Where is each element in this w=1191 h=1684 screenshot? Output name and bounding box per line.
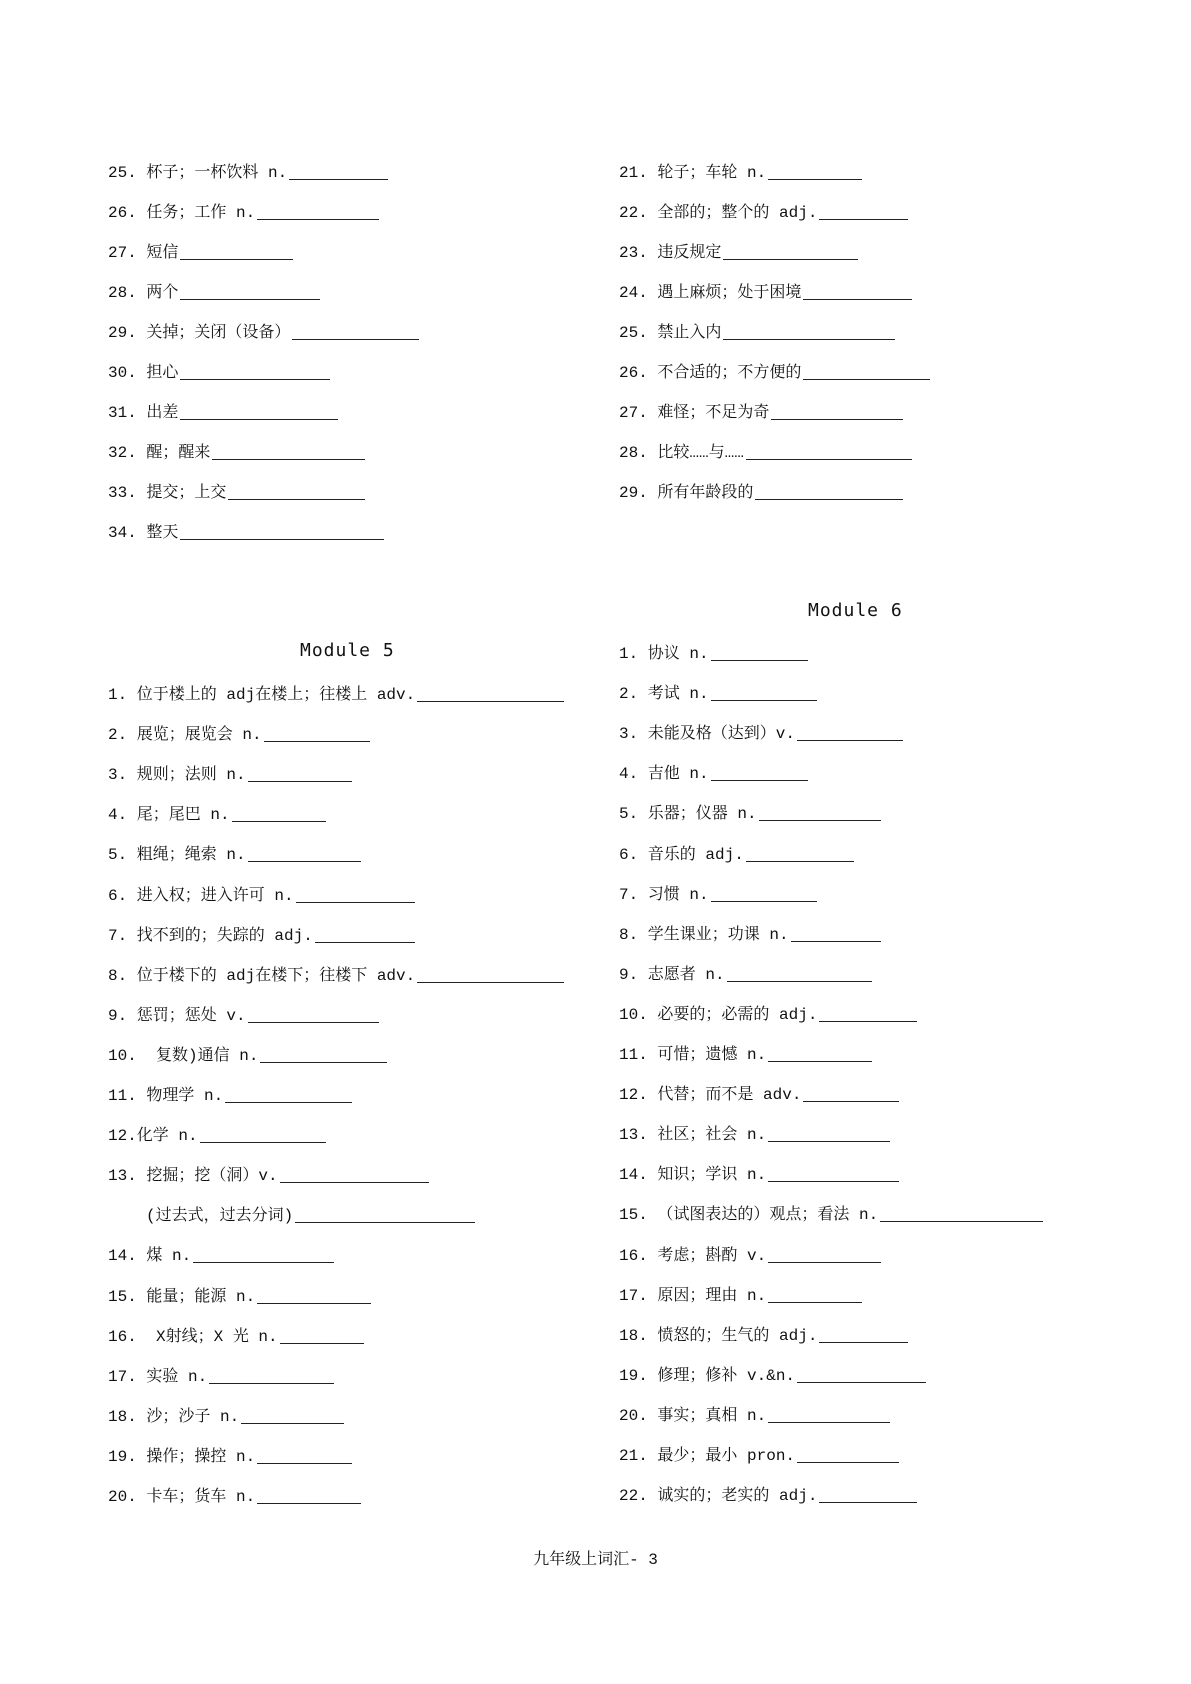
answer-blank-line	[803, 1085, 899, 1102]
answer-blank-line	[768, 1165, 899, 1182]
vocab-label: 5. 粗绳；绳索 n.	[108, 846, 246, 865]
vocab-label: 29. 关掉；关闭（设备）	[108, 323, 291, 342]
vocab-item	[619, 964, 872, 986]
vocab-label: 10. 复数)通信 n.	[108, 1046, 259, 1065]
vocab-item	[619, 1164, 899, 1186]
vocab-label: 16. 考虑；斟酌 v.	[619, 1246, 767, 1265]
vocab-item	[619, 683, 817, 705]
vocab-label: 17. 原因；理由 n.	[619, 1286, 767, 1305]
vocab-item	[619, 1044, 872, 1066]
answer-blank-line	[711, 684, 817, 701]
vocab-label: 26. 不合适的；不方便的	[619, 364, 802, 382]
answer-blank-line	[768, 1406, 890, 1423]
vocab-label: 22. 全部的；整个的 adj.	[619, 203, 818, 222]
vocab-item	[619, 723, 903, 745]
vocab-label: 9. 惩罚；惩处 v.	[108, 1006, 246, 1025]
vocab-item	[619, 803, 881, 825]
vocab-item	[619, 1285, 862, 1307]
vocab-label: 7. 习惯 n.	[619, 885, 709, 904]
vocab-label: 27. 短信	[108, 243, 179, 262]
answer-blank-line	[768, 1045, 872, 1062]
vocab-item	[619, 1084, 899, 1106]
answer-blank-line	[819, 1005, 917, 1022]
vocab-item	[619, 1204, 1043, 1226]
vocab-label: 11. 可惜；遗憾 n.	[619, 1046, 767, 1064]
answer-blank-line	[768, 1125, 890, 1142]
vocab-item	[619, 1365, 926, 1387]
vocab-label: 32. 醒；醒来	[108, 444, 211, 463]
vocab-label: 26. 任务；工作 n.	[108, 203, 256, 222]
vocab-item	[619, 1124, 890, 1146]
module-5-heading: Module 5	[300, 640, 395, 661]
vocab-label: 15. （试图表达的）观点；看法 n.	[619, 1206, 879, 1225]
vocab-label: 14. 知识；学识 n.	[619, 1166, 767, 1185]
vocab-label: 6. 音乐的 adj.	[619, 845, 744, 864]
answer-blank-line	[711, 764, 808, 781]
vocab-label: 9. 志愿者 n.	[619, 965, 725, 984]
vocab-label: 18. 愤怒的；生气的 adj.	[619, 1326, 818, 1345]
vocab-label: 20. 卡车；货车 n.	[108, 1488, 256, 1506]
vocab-label: 12. 代替；而不是 adv.	[619, 1086, 802, 1105]
vocab-label: 4. 尾；尾巴 n.	[108, 806, 230, 825]
module-6-heading: Module 6	[808, 600, 903, 621]
vocab-item	[619, 1245, 881, 1267]
vocab-label: 33. 提交；上交	[108, 484, 227, 503]
vocab-label: 10. 必要的；必需的 adj.	[619, 1005, 818, 1024]
answer-blank-line	[819, 1326, 908, 1343]
vocab-item	[619, 1485, 917, 1507]
vocab-label: 8. 学生课业；功课 n.	[619, 925, 789, 944]
vocab-label: 1. 位于楼上的 adj在楼上；往楼上 adv.	[108, 686, 416, 704]
vocab-item	[619, 844, 854, 866]
vocab-label: 13. 社区；社会 n.	[619, 1126, 767, 1145]
vocab-label: 34. 整天	[108, 524, 179, 543]
vocab-label: 3. 规则；法则 n.	[108, 766, 246, 785]
vocab-label: 16. X射线；X 光 n.	[108, 1327, 278, 1346]
vocab-label: 30. 担心	[108, 364, 179, 382]
answer-blank-line	[711, 644, 808, 661]
answer-blank-line	[727, 965, 872, 982]
vocab-label: 24. 遇上麻烦；处于困境	[619, 283, 802, 302]
vocab-label: 14. 煤 n.	[108, 1247, 192, 1266]
vocab-label: 7. 找不到的；失踪的 adj.	[108, 926, 313, 945]
answer-blank-line	[819, 1486, 917, 1503]
vocab-label: 4. 吉他 n.	[619, 765, 709, 784]
vocab-label: 29. 所有年龄段的	[619, 484, 754, 503]
answer-blank-line	[791, 925, 881, 942]
vocab-label: 19. 操作；操控 n.	[108, 1447, 256, 1466]
page-footer: 九年级上词汇- 3	[533, 1551, 658, 1569]
vocab-item	[619, 763, 808, 785]
answer-blank-line	[797, 724, 903, 741]
vocab-label: 13. 挖掘；挖（洞）v.	[108, 1167, 278, 1186]
vocab-label: 6. 进入权；进入许可 n.	[108, 886, 294, 905]
vocab-item	[619, 1445, 899, 1467]
vocab-label: 23. 违反规定	[619, 243, 722, 262]
vocab-label: 11. 物理学 n.	[108, 1087, 224, 1105]
vocab-label: 1. 协议 n.	[619, 645, 709, 663]
vocab-label: 28. 两个	[108, 283, 179, 302]
vocab-label: 20. 事实；真相 n.	[619, 1406, 767, 1425]
answer-blank-line	[768, 1246, 881, 1263]
vocab-label: 28. 比较……与……	[619, 444, 744, 463]
vocab-label: 21. 轮子；车轮 n.	[619, 163, 767, 182]
vocab-label: 3. 未能及格（达到）v.	[619, 725, 796, 744]
answer-blank-line	[768, 1286, 862, 1303]
answer-blank-line	[797, 1446, 899, 1463]
vocab-label: 19. 修理；修补 v.&n.	[619, 1366, 796, 1385]
vocab-label: 25. 杯子；一杯饮料 n.	[108, 163, 288, 182]
vocab-item	[619, 924, 881, 946]
answer-blank-line	[746, 845, 854, 862]
vocab-label: 18. 沙；沙子 n.	[108, 1407, 240, 1426]
vocab-label: (过去式，过去分词)	[146, 1207, 294, 1226]
vocab-label: 27. 难怪；不足为奇	[619, 404, 770, 423]
vocab-item	[619, 1405, 890, 1427]
vocab-label: 17. 实验 n.	[108, 1367, 208, 1386]
vocab-label: 8. 位于楼下的 adj在楼下；往楼下 adv.	[108, 966, 416, 985]
vocab-item	[619, 884, 817, 906]
vocab-label: 12.化学 n.	[108, 1127, 198, 1146]
vocab-label: 15. 能量；能源 n.	[108, 1287, 256, 1306]
vocab-label: 31. 出差	[108, 404, 179, 423]
vocab-item	[619, 1325, 908, 1347]
vocab-item	[619, 643, 808, 665]
answer-blank-line	[880, 1205, 1043, 1222]
answer-blank-line	[797, 1366, 926, 1383]
answer-blank-line	[711, 885, 817, 902]
vocab-item	[619, 1004, 917, 1026]
answer-blank-line	[759, 804, 881, 821]
vocab-label: 21. 最少；最小 pron.	[619, 1447, 796, 1465]
vocab-label: 2. 考试 n.	[619, 685, 709, 704]
vocab-label: 2. 展览；展览会 n.	[108, 726, 262, 745]
vocab-label: 25. 禁止入内	[619, 323, 722, 342]
vocab-label: 22. 诚实的；老实的 adj.	[619, 1487, 818, 1506]
vocab-label: 5. 乐器；仪器 n.	[619, 805, 757, 824]
